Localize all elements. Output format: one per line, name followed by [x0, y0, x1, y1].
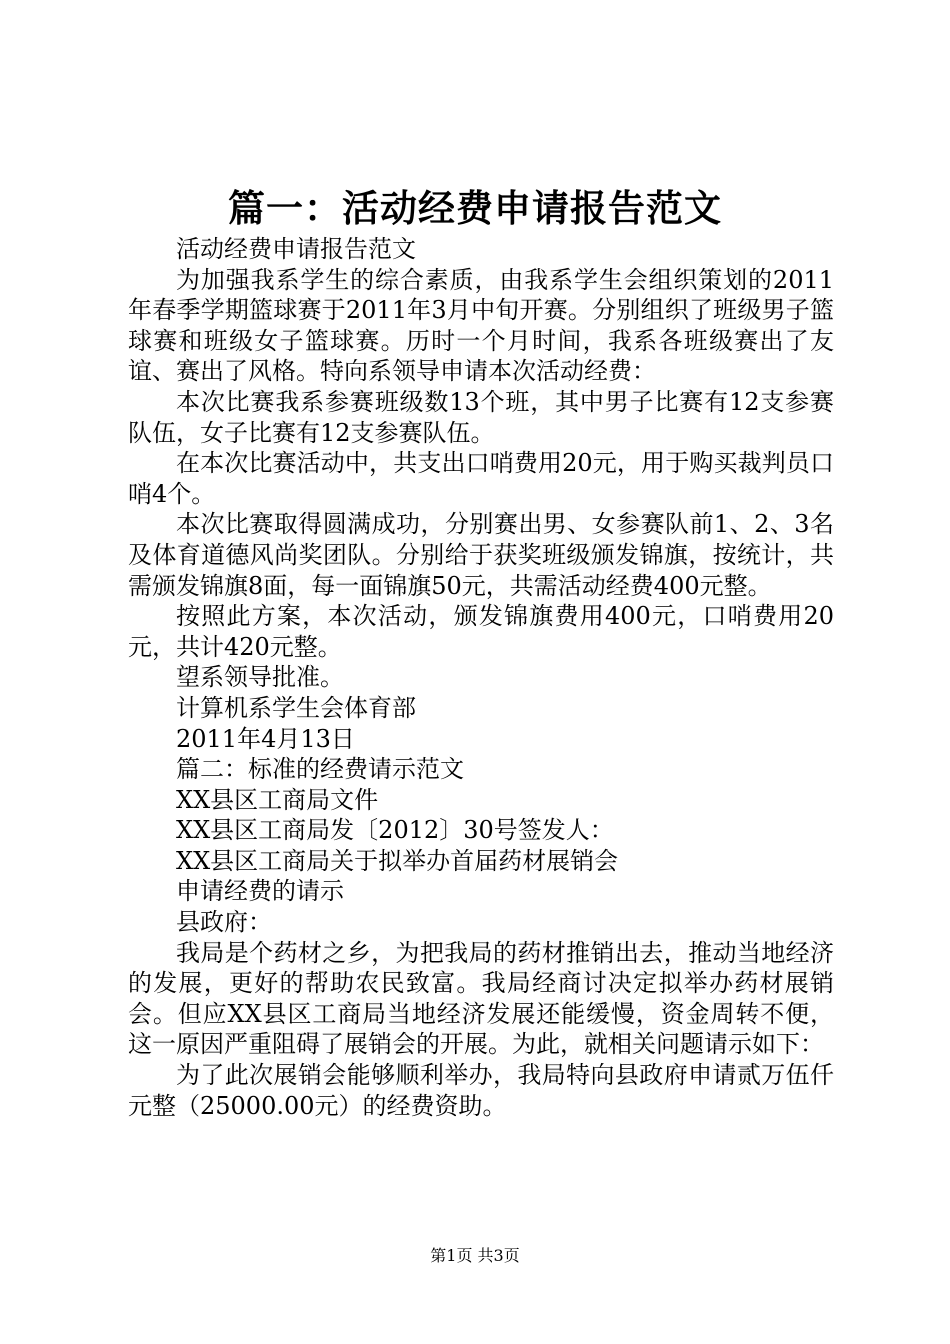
- paragraph-subtitle: 活动经费申请报告范文: [176, 235, 416, 263]
- paragraph-whistle-cost: 在本次比赛活动中，共支出口哨费用20元，用于购买裁判员口哨4个。: [128, 449, 834, 508]
- paragraph-doc-number: XX县区工商局发〔2012〕30号签发人：: [176, 816, 614, 845]
- paragraph-signature: 计算机系学生会体育部: [176, 693, 416, 722]
- paragraph-total: 按照此方案，本次活动，颁发锦旗费用400元，口哨费用20元，共计420元整。: [128, 602, 834, 661]
- paragraph-request: 望系领导批准。: [176, 663, 344, 692]
- paragraph-doc-subject-2: 申请经费的请示: [176, 877, 344, 906]
- page-number-footer: 第1页 共3页: [430, 1246, 520, 1265]
- paragraph-date: 2011年4月13日: [176, 724, 355, 753]
- paragraph-intro: 为加强我系学生的综合素质，由我系学生会组织策划的2011年春季学期篮球赛于2011年3月中旬开赛。分别组织了班级男子篮球赛和班级女子篮球赛。历时一个月时间，我系各班级赛出了友谊、赛出了风格。特向系领导申请本次活动经费：: [128, 265, 834, 386]
- document-title: 篇一：活动经费申请报告范文: [228, 186, 722, 230]
- paragraph-teams: 本次比赛我系参赛班级数13个班，其中男子比赛有12支参赛队伍，女子比赛有12支参赛队伍。: [128, 387, 834, 447]
- paragraph-banner-cost: 本次比赛取得圆满成功，分别赛出男、女参赛队前1、2、3名及体育道德风尚奖团队。分别给于获奖班级颁发锦旗，按统计，共需颁发锦旗8面，每一面锦旗50元，共需活动经费400元整。: [128, 510, 834, 600]
- paragraph-background: 我局是个药材之乡，为把我局的药材推销出去，推动当地经济的发展，更好的帮助农民致富。我局经商讨决定拟举办药材展销会。但应XX县区工商局当地经济发展还能缓慢，资金周转不便，这一原因严重阻碍了展销会的开展。为此，就相关问题请示如下：: [128, 938, 834, 1059]
- paragraph-recipient: 县政府：: [176, 908, 272, 937]
- paragraph-section2-title: 篇二：标准的经费请示范文: [176, 755, 464, 784]
- paragraph-doc-header: XX县区工商局文件: [176, 785, 379, 814]
- paragraph-funding-request: 为了此次展销会能够顺利举办，我局特向县政府申请贰万伍仟元整（25000.00元）的经费资助。: [128, 1061, 834, 1120]
- paragraph-doc-subject: XX县区工商局关于拟举办首届药材展销会: [176, 846, 619, 875]
- document-body: [128, 234, 834, 1121]
